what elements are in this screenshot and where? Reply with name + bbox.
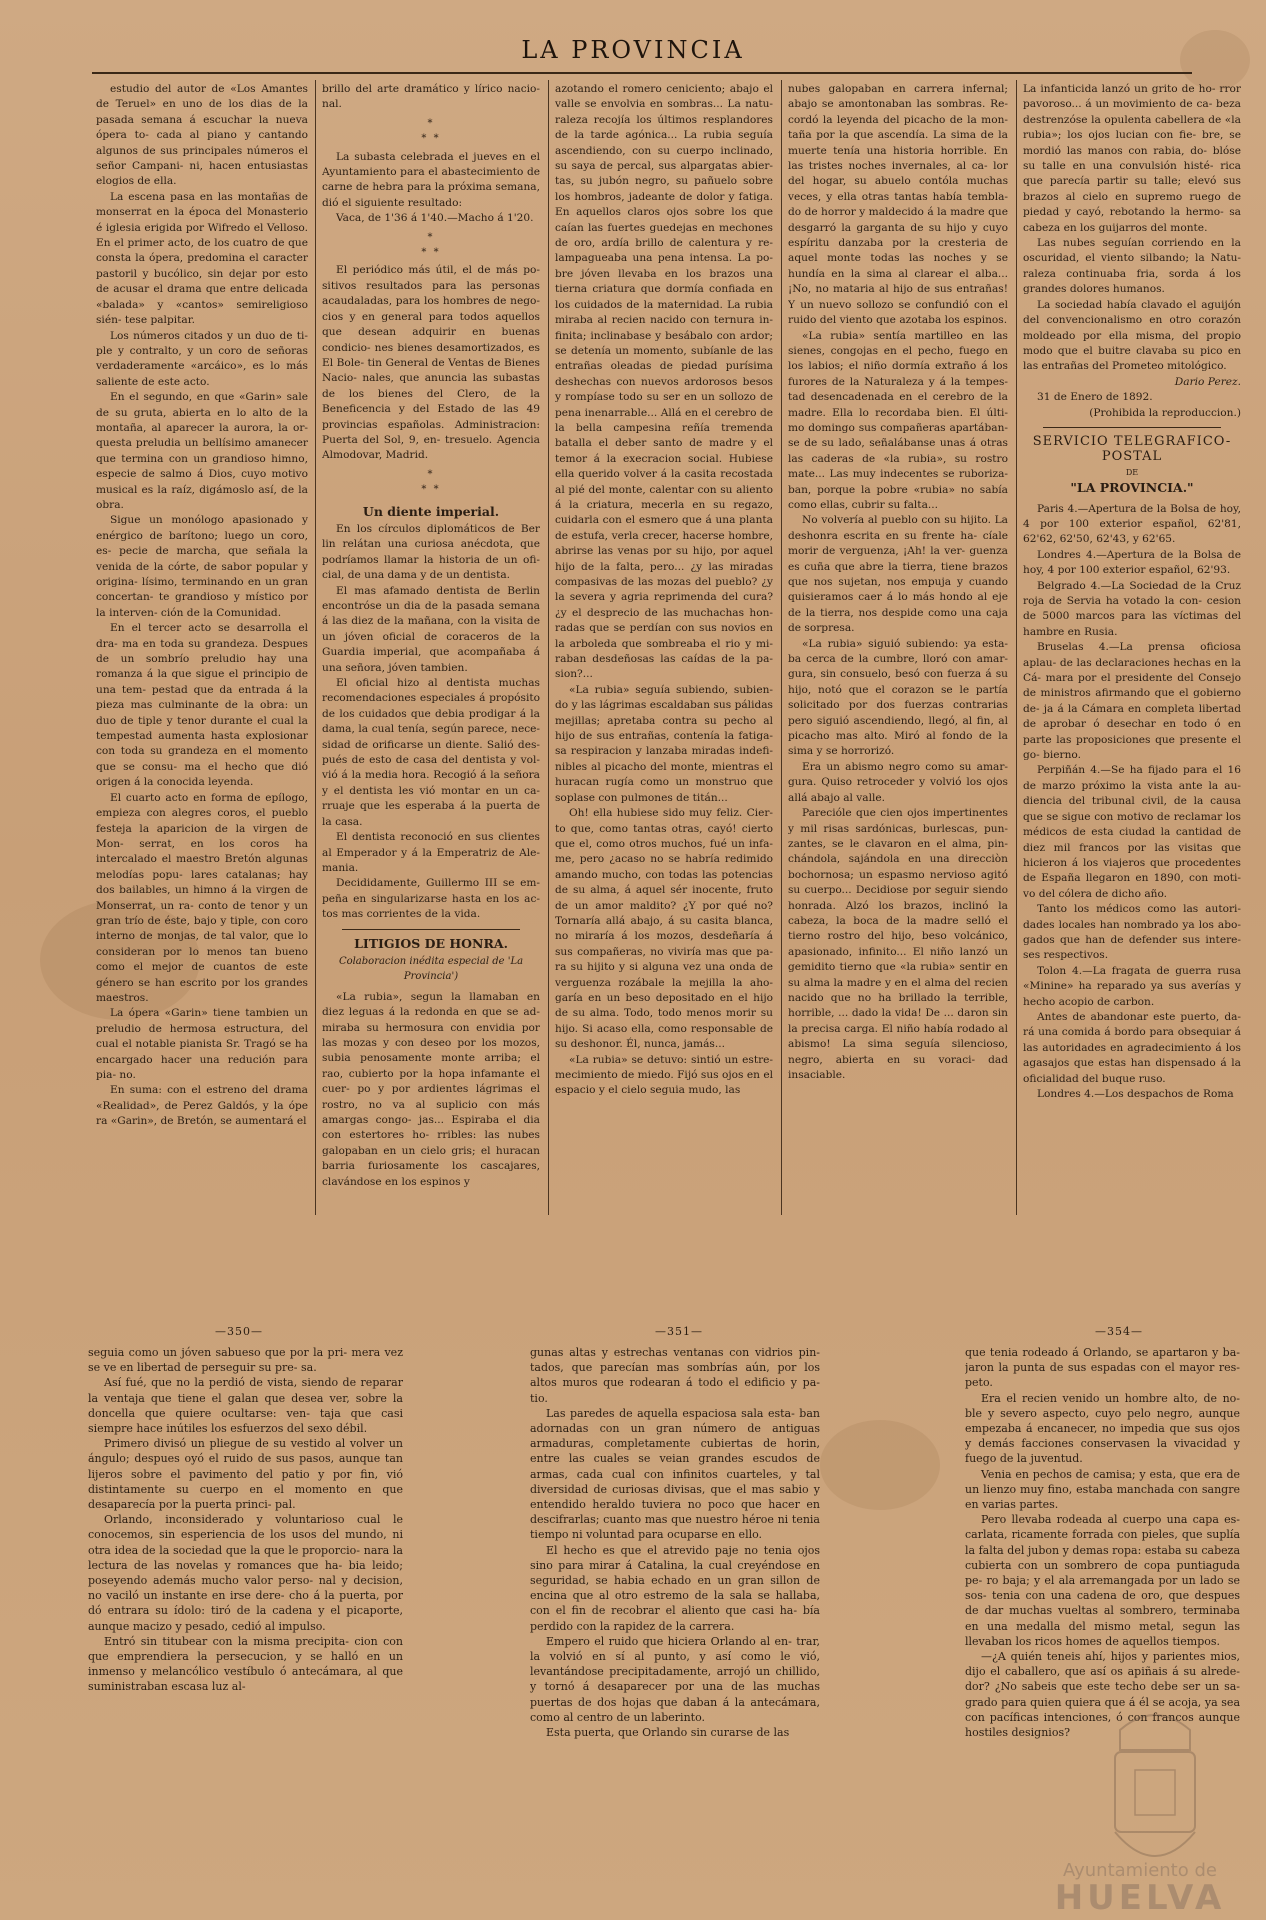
page-number: —350— bbox=[215, 1325, 263, 1338]
paragraph: Pero llevaba rodeada al cuerpo una capa es- carlata, ricamente forrada con pieles, que suplía la falta del jubon y demas ropa: estaba su cabeza cubierta con un sombrero de copa puntiaguda pe- ro baja; y el ala arremangada por un lado se sos- tenia con una cadena de oro, que despues de dar muchas vueltas al sombrero, terminaba en una medalla del mismo metal, segun las llevaban los ricos homes de aquellos tiempos. bbox=[965, 1513, 1240, 1648]
paragraph: brillo del arte dramático y lírico nacio- nal. bbox=[322, 83, 540, 111]
paragraph: En el tercer acto se desarrolla el dra- ma en toda su grandeza. Despues de un sombrío preludio hay una romanza á la que sigue el principio de una tem- pestad que da entrada á la pieza mas culminante de la obra: un duo de tiple y tenor durante el cual la tempestad aumenta hasta explosionar con toda su grandeza en el momento que se consu- ma el hecho que dió origen á la conocida leyenda. bbox=[96, 622, 308, 789]
paragraph: Era el recien venido un hombre alto, de no- ble y severo aspecto, cuyo pelo negro, aunque empezaba á encanecer, no impedia que sus ojos y demás facciones conservasen la vivacidad y fuego de la juventud. bbox=[965, 1391, 1240, 1466]
column-1 bbox=[96, 82, 308, 1212]
column-divider bbox=[781, 80, 782, 1215]
column-3 bbox=[555, 82, 773, 1212]
paragraph: Londres 4.—Apertura de la Bolsa de hoy, 4 por 100 exterior español, 62'93. bbox=[1023, 548, 1241, 577]
paragraph: que tenia rodeado á Orlando, se apartaron y ba- jaron la punta de sus espadas con el mayor res- peto. bbox=[965, 1346, 1240, 1390]
paragraph: Era un abismo negro como su amar- gura. Quiso retroceder y volvió los ojos allá abajo al valle. bbox=[788, 760, 1008, 804]
paragraph: En suma: con el estreno del drama «Realidad», de Perez Galdós, y la ópe ra «Garin», de Bretón, se aumentará el bbox=[96, 1084, 308, 1128]
paragraph: Así fué, que no la perdió de vista, siendo de reparar la ventaja que tiene el galan que desea ver, sobre la doncella que quiere ocultarse: ven- taja que casi siempre hace inútiles los esfuerzos del sexo débil. bbox=[88, 1376, 403, 1436]
paragraph: Londres 4.—Los despachos de Roma bbox=[1037, 1088, 1234, 1100]
paragraph: En los círculos diplomáticos de Ber lin relátan una curiosa anécdota, que podríamos llamar la historia de un ofi- cial, de una dama y de un dentista. bbox=[322, 522, 540, 582]
column-2 bbox=[322, 82, 540, 1212]
paragraph: Las nubes seguían corriendo en la oscuridad, el viento silbando; la Natu- raleza continuaba fria, sorda á los grandes dolores humanos. bbox=[1023, 237, 1241, 296]
paragraph: Vaca, de 1'36 á 1'40.—Macho á 1'20. bbox=[336, 212, 534, 225]
paragraph: Venia en pechos de camisa; y esta, que era de un lienzo muy fino, estaba manchada con sangre en varias partes. bbox=[965, 1467, 1240, 1512]
asterism-separator: * * * bbox=[421, 468, 441, 496]
paragraph: Perpiñán 4.—Se ha fijado para el 16 de marzo próximo la vista ante la au- diencia del tribunal civil, de la causa que se sigue con motivo de reclamar los médicos de esta ciudad la cantidad de diez mil francos por las visitas que hicieron á los viajeros que procedentes de España llegaron en 1890, con moti- vo del cólera de dicho año. bbox=[1023, 764, 1241, 900]
page-number: —351— bbox=[655, 1325, 703, 1338]
paragraph: Paris 4.—Apertura de la Bolsa de hoy, 4 por 100 exterior español, 62'81, 62'62, 62'50, 62'43, y 62'65. bbox=[1023, 502, 1241, 546]
paragraph: El hecho es que el atrevido paje no tenia ojos sino para mirar á Catalina, la cual creyéndose en seguridad, se habia echado en un gran sillon de encina que al otro estremo de la sala se hallaba, con el fin de recobrar el aliento que casi ha- bía perdido con la rapidez de la carrera. bbox=[530, 1543, 820, 1633]
paragraph: La escena pasa en las montañas de monserrat en la época del Monasterio é iglesia erigida por Wifredo el Velloso. En el primer acto, de los cuatro de que consta la ópera, predomina el caracter pastoril y bucólico, sin dejar por esto de acusar el drama que entre delicada «balada» y «cantos» semireligioso sién- tese palpitar. bbox=[96, 190, 308, 327]
section-title-connector: DE bbox=[1125, 467, 1139, 477]
paragraph: «La rubia» siguió subiendo: ya esta- ba cerca de la cumbre, lloró con amar- gura, sin consuelo, besó con fuerza á su hijo, notó que el corazon se le partía solicitado por dos fuerzas contrarias pero siguió ascendiendo, llegó, al fin, al picacho mas alto. Miró al fondo de la sima y se horrorizó. bbox=[788, 637, 1008, 758]
article-title: Un diente imperial. bbox=[362, 503, 500, 519]
article-subtitle: Colaboracion inédita especial de 'La Provincia') bbox=[338, 955, 524, 983]
paragraph: El mas afamado dentista de Berlin encontróse un dia de la pasada semana á las diez de la mañana, con la visita de un jóven oficial de coraceros de la Guardia imperial, que acompañaba á una señora, jóven tambien. bbox=[322, 584, 540, 674]
column-divider bbox=[548, 80, 549, 1215]
paper-stain bbox=[820, 1420, 940, 1510]
paragraph: 31 de Enero de 1892. bbox=[1037, 391, 1153, 404]
paragraph: El oficial hizo al dentista muchas recomendaciones especiales á propósito de los cuidados que debia prodigar á la dama, la cual tenía, según parece, nece- sidad de orificarse un diente. Salió des- pués de esto de casa del dentista y vol- vió á la media hora. Recogió á la señora y el dentista les vió montar en un ca- rruaje que les esperaba á la puerta de la casa. bbox=[322, 677, 540, 828]
paragraph: Primero divisó un pliegue de su vestido al volver un ángulo; despues oyó el ruido de sus pasos, aunque tan lijeros sobre el pavimento del patio y por fin, vió distintamente su cuerpo en el momento en que desaparecía por la puerta princi- pal. bbox=[88, 1437, 403, 1512]
paragraph: Belgrado 4.—La Sociedad de la Cruz roja de Servia ha votado la con- cesion de 5000 marcos para las víctimas del hambre en Rusia. bbox=[1023, 579, 1241, 638]
column-divider bbox=[315, 80, 316, 1215]
paragraph: azotando el romero ceniciento; abajo el valle se envolvia en sombras... La natu- raleza recojía los últimos resplandores de la tarde agónica... La rubia seguía ascendiendo, con su cuerpo inclinado, su saya de percal, sus alpargatas abier- tas, su jubón negro, su pañuelo sobre los hombros, jadeante de dolor y fatiga. En aquellos claros ojos sobre los que caían las fuertes guedejas en mechones de oro, ardía brillo de calentura y re- lampagueaba una pena intensa. La po- bre jóven llevaba en los brazos una tierna criatura que dormía confiada en los cuidados de la maternidad. La rubia miraba al recien nacido con ternura in- finita; inclinabase y besábalo con ardor; se detenía un momento, subíanle de las entrañas oleadas de piedad purísima deshechas con nuevos ardorosos besos y rompíase todo su ser en un sollozo de pena inenarrable... Allá en el cerebro de la bella campesina reñía tremenda batalla el deber santo de madre y el temor á la execracion social. Hubiese ella querido volver á la casita recostada al pié del monte, calentar con su aliento á la criatura, mecerla en su regazo, cuidarla con el esmero que á una planta de estufa, verla crecer, hacerse hombre, abrirse las venas por su hijo, por aquel hijo de la falta, pero... ¿y las miradas compasivas de las mozas del pueblo? ¿y la severa y agria reprimenda del cura? ¿y el desprecio de las muchachas hon- radas que se perdían con sus novios en la arboleda que sombreaba el rio y mi- raban desdeñosas las caídas de la pa- sion?... bbox=[555, 83, 773, 681]
paragraph: Antes de abandonar este puerto, da- rá una comida á bordo para obsequiar á las autoridades en agradecimiento á los agasajos que estas han dispensado á la oficialidad del buque ruso. bbox=[1023, 1010, 1241, 1085]
paragraph: Orlando, inconsiderado y voluntarioso cual le conocemos, sin esperiencia de los usos del mundo, ni otra idea de la sociedad que la que le proporcio- nara la lectura de las novelas y romances que ha- bia leido; poseyendo además mucho valor perso- nal y decision, no vaciló un instante en irse derе- cho á la puerta, por dó entrara su ídolo: tiró de la cadena y el picaporte, aunque macizo y pesado, cedió al impulso. bbox=[88, 1513, 403, 1633]
paragraph: Bruselas 4.—La prensa oficiosa aplau- de las declaraciones hechas en la Cá- mara por el presidente del Consejo de ministros afirmando que el gobierno de- ja á la Cámara en completa libertad de aprobar ó desechar en todo ó en parte las proposiciones que presente el go- bierno. bbox=[1023, 641, 1241, 762]
paragraph: estudio del autor de «Los Amantes de Teruel» en uno de los dias de la pasada semana á escuchar la nueva ópera to- cada al piano y cantando algunos de sus principales números el señor Campani- ni, hacen entusiastas elogios de ella. bbox=[96, 83, 308, 188]
section-rule bbox=[1043, 427, 1221, 428]
column-divider bbox=[1016, 80, 1017, 1215]
paragraph: La subasta celebrada el jueves en el Ayuntamiento para el abastecimiento de carne de hebra para la próxima semana, dió el siguiente resultado: bbox=[322, 150, 540, 209]
serial-column-2 bbox=[530, 1345, 820, 1865]
archive-watermark bbox=[1020, 1860, 1260, 1918]
paragraph: nubes galopaban en carrera infernal; abajo se amontonaban las sombras. Re- cordó la leyenda del picacho de la mon- taña por la que ascendía. La sima de la muerte tenía una historia horrible. En las tristes noches invernales, al ca- lor del hogar, su abuelo contóla muchas veces, y ella otras tantas había tembla- do de horror y maldecido á la madre que desgarró la garganta de su hijo y cuyo espíritu danzaba por la cresteria de aquel monte todas las noches y se hundía en la sima al clarear el alba... ¡No, no mataria al hijo de sus entrañas! Y un nuevo sollozo se confundió con el ruido del viento que azotaba los espinos. bbox=[788, 83, 1008, 327]
paragraph: La infanticida lanzó un grito de ho- rror pavoroso... á un movimiento de ca- beza destrenzóse la opulenta cabellera de «la rubia»; los ojos lucian con fie- bre, se mordió las manos con rabia, do- blóse su talle en una convulsión histé- rica que parecía partir su talle; elevó sus brazos al cielo en supremo ruego de piedad y cayó, rebotando la hermo- sa cabeza en los guijarros del monte. bbox=[1023, 83, 1241, 234]
paragraph: Oh! ella hubiese sido muy feliz. Cier- to que, como tantas otras, cayó! cierto que el, como otros muchos, fué un infa- me, pero ¿acaso no se habría redimido amando mucho, con todas las potencias de su alma, á aquel sér inocente, fruto de un amor maldito? ¿Y por qué no? Tornaría allá abajo, á su casita blanca, no miraría á los mozos, desdeñaría á sus compañeras, no viviría mas que pa- ra su hijito y si alguna vez una onda de verguenza rozábale la mejilla la aho- garía en un beso depositado en el hijo de su alma. Todo, todo menos morir su hijo. Si acaso ella, como responsable de su deshonor. Él, nunca, jamás... bbox=[555, 807, 773, 1051]
paragraph: El periódico más útil, el de más po- sitivos resultados para las personas acaudaladas, para los hombres de nego- cios y en general para todos aquellos que desean adquirir en buenas condicio- nes bienes desamortizados, es El Bole- tin General de Ventas de Bienes Nacio- nales, que anuncia las subastas de los bienes del Clero, de la Beneficencia y del Estado de las 49 provincias españolas. Administracion: Puerta del Sol, 9, en- tresuelo. Agencia Almodovar, Madrid. bbox=[322, 264, 540, 462]
author-signature: Dario Perez. bbox=[1174, 375, 1241, 388]
paragraph: Tolon 4.—La fragata de guerra rusa «Minine» ha reparado ya sus averías y hecho acopio de carbon. bbox=[1023, 964, 1241, 1008]
paragraph: seguia como un jóven sabueso que por la pri- mera vez se ve en libertad de perseguir su pre- sa. bbox=[88, 1346, 403, 1375]
watermark-line: HUELVA bbox=[1054, 1878, 1226, 1918]
paragraph: En el segundo, en que «Garin» sale de su gruta, abierta en lo alto de la montaña, al aparecer la aurora, la or- questa preludia un bellísimo amanecer que termina con un grandioso himno, especie de salmo á Dios, cuyo motivo musical es la raíz, digámoslo así, de la obra. bbox=[96, 391, 308, 511]
paragraph: Empero el ruido que hiciera Orlando al en- trar, la volvió en sí al punto, y así como le vió, levantándose precipitadamente, arrojó un chillido, y tornó á desaparecer por una de las muchas puertas de dos hojas que daban á la antecámara, como al centro de un laberinto. bbox=[530, 1634, 820, 1724]
article-title: LITIGIOS DE HONRA. bbox=[354, 935, 508, 951]
paragraph: «La rubia», segun la llamaban en diez leguas á la redonda en que se ad- miraba su hermosura con envidia por las mozas y con deseo por los mozos, subia penosamente monte arriba; el rao, cubierto por la hopa infamante el cuer- po y por ardientes lágrimas el rostro, no va al suplicio con más amargas congo- jas... Espiraba el dia con estertores ho- rribles: las nubes galopaban en un cielo gris; el huracan barria furiosamente los cascajares, clavándose en los espinos y bbox=[322, 990, 540, 1188]
section-title: SERVICIO TELEGRAFICO-POSTAL bbox=[1032, 433, 1232, 465]
serial-column-1 bbox=[88, 1345, 403, 1865]
paragraph: «La rubia» se detuvo: sintió un estre- mecimiento de miedo. Fijó sus ojos en el espacio y el cielo seguia mudo, las bbox=[555, 1053, 773, 1097]
paragraph: El cuarto acto en forma de epílogo, empieza con alegres coros, el pueblo festeja la aparicion de la virgen de Mon- serrat, en los coros ha intercalado el maestro Bretón algunas melodías popu- lares catalanas; hay dos bailables, un himno á la virgen de Monserrat, un ra- conto de tenor y un gran trío de éste, bajo y tiple, con coro interno de monjas, de tal valor, que lo consideran por lo menos tan bueno como el mejor de cuantos de este género se han escrito por los grandes maestros. bbox=[96, 791, 308, 1004]
column-4 bbox=[788, 82, 1008, 1212]
paragraph: Tanto los médicos como las autori- dades locales han nombrado ya los abo- gados que han de defender sus intere- ses respectivos. bbox=[1023, 903, 1241, 962]
asterism-separator: * * * bbox=[421, 231, 441, 259]
column-5 bbox=[1023, 82, 1241, 1212]
page-number: —354— bbox=[1095, 1325, 1143, 1338]
paragraph: Entró sin titubear con la misma precipita- cion con que emprendiera la persecucion, y se halló en un inmenso y melancólico vestíbulo ó antecámara, al que suministraban escasa luz al- bbox=[88, 1634, 403, 1694]
paragraph: El dentista reconoció en sus clientes al Emperador y á la Emperatriz de Ale- mania. bbox=[322, 831, 540, 874]
masthead-rule bbox=[92, 72, 1192, 74]
reproduction-note: (Prohibida la reproduccion.) bbox=[1089, 406, 1241, 419]
paragraph: Sigue un monólogo apasionado y enérgico de barítono; luego un coro, es- pecie de marcha, que señala la venida de la córte, de sabor popular y origina- lísimo, terminando en un gran concertan- te grandioso y místico por la interven- ción de la Comunidad. bbox=[96, 514, 308, 619]
paragraph: Decididamente, Guillermo III se em- peña en singularizarse hasta en los ac- tos mas corrientes de la vida. bbox=[322, 877, 540, 921]
paragraph: Esta puerta, que Orlando sin curarse de las bbox=[546, 1726, 790, 1740]
paragraph: Las paredes de aquella espaciosa sala esta- ban adornadas con un gran número de antiguas armaduras, completamente cubiertas de horin, entre las cuales se veian grandes escudos de armas, cada cual con infinitos cuarteles, y tal diversidad de curiosas divisas, que el mas sabio y entendido heraldo tuviera no poco que hacer en descifrarlas; cuanto mas que nuestro héroe ni tenia tiempo ni voluntad para ocuparse en ello. bbox=[530, 1406, 820, 1542]
paragraph: La sociedad había clavado el aguijón del convencionalismo en otro corazón moldeado por ella misma, del propio modo que el buitre clavaba su pico en las entrañas del Prometeo mitológico. bbox=[1023, 298, 1241, 373]
paragraph: Parecióle que cien ojos impertinentes y mil risas sardónicas, burlescas, pun- zantes, se le clavaron en el alma, pin- chándola, sajándola en una direcciòn bochornosa; un espasmo nervioso agitó su cuerpo... Decidiose por seguir siendo honrada. Alzó los brazos, inclinó la cabeza, la boca de la madre selló el tierno rostro del hijo, beso volcánico, apasionado, infinito... El niño lanzó un gemidito tierno que «la rubia» sentir en su alma la madre y en el alma del recien nacido que no ha brillado la terrible, horrible, ... dado la vida! De ... daron sin la precisa carga. El niño había rodado al abismo! La sima seguía silencioso, negro, abierta en su voraci- dad insaciable. bbox=[788, 807, 1008, 1081]
paragraph: —¿A quién teneis ahí, hijos y parientes mios, dijo el caballero, que así os apiñais á su alrede- dor? ¿No sabeis que este techo debe ser un sa- grado para quien quiera que á él se acoja, ya sea con pacíficas intenciones, ó con francos aunque hostiles designios? bbox=[965, 1650, 1240, 1740]
paragraph: Los números citados y un duo de ti- ple y contralto, y un coro de señoras verdaderamente «arcáico», es lo más saliente de este acto. bbox=[96, 329, 308, 388]
asterism-separator: * * * bbox=[421, 117, 441, 145]
watermark-line: Ayuntamiento de bbox=[1063, 1860, 1217, 1881]
section-rule bbox=[342, 929, 520, 930]
paragraph: La ópera «Garin» tiene tambien un preludio de hermosa estructura, del cual el notable pianista Sr. Tragó se ha encargado hacer una redución para pia- no. bbox=[96, 1007, 308, 1081]
masthead: LA PROVINCIA bbox=[521, 36, 745, 64]
paragraph: «La rubia» seguía subiendo, subien- do y las lágrimas escaldaban sus pálidas mejillas; apretaba contra su pecho al hijo de sus entrañas, contenía la fatiga- sa respiracion y lanzaba miradas indefi- nibles al picacho del monte, mientras el huracan rugía como un monstruo que soplase con pulmones de titán... bbox=[555, 683, 773, 804]
section-title-name: "LA PROVINCIA." bbox=[1070, 480, 1194, 496]
paragraph: gunas altas y estrechas ventanas con vidrios pin- tados, que parecían mas sombrías aún, por los altos muros que rodearan á todo el edificio y pa- tio. bbox=[530, 1346, 820, 1405]
paragraph: «La rubia» sentía martilleo en las sienes, congojas en el pecho, fuego en los labios; el niño dormía extraño á los furores de la Naturaleza y á la tempes- tad desencadenada en el cerebro de la madre. Ella lo recordaba bien. El últi- mo domingo sus compañeras apartában- se de su lado, señalábanse unas á otras las caderas de «la rubia», su rostro mate... Las muy indecentes se ruboriza- ban, porque la pobre «rubia» no sabía como ellas, cubrir su falta... bbox=[788, 329, 1008, 511]
paragraph: No volvería al pueblo con su hijito. La deshonra escrita en su frente ha- cíale morir de verguenza, ¡Ah! la ver- guenza es cuña que abre la tierra, tiene brazos que nos sujetan, nos empuja y cuando quisieramos caer á lo más hondo al eje de la tierra, nos despide como una caja de sorpresa. bbox=[788, 514, 1008, 635]
